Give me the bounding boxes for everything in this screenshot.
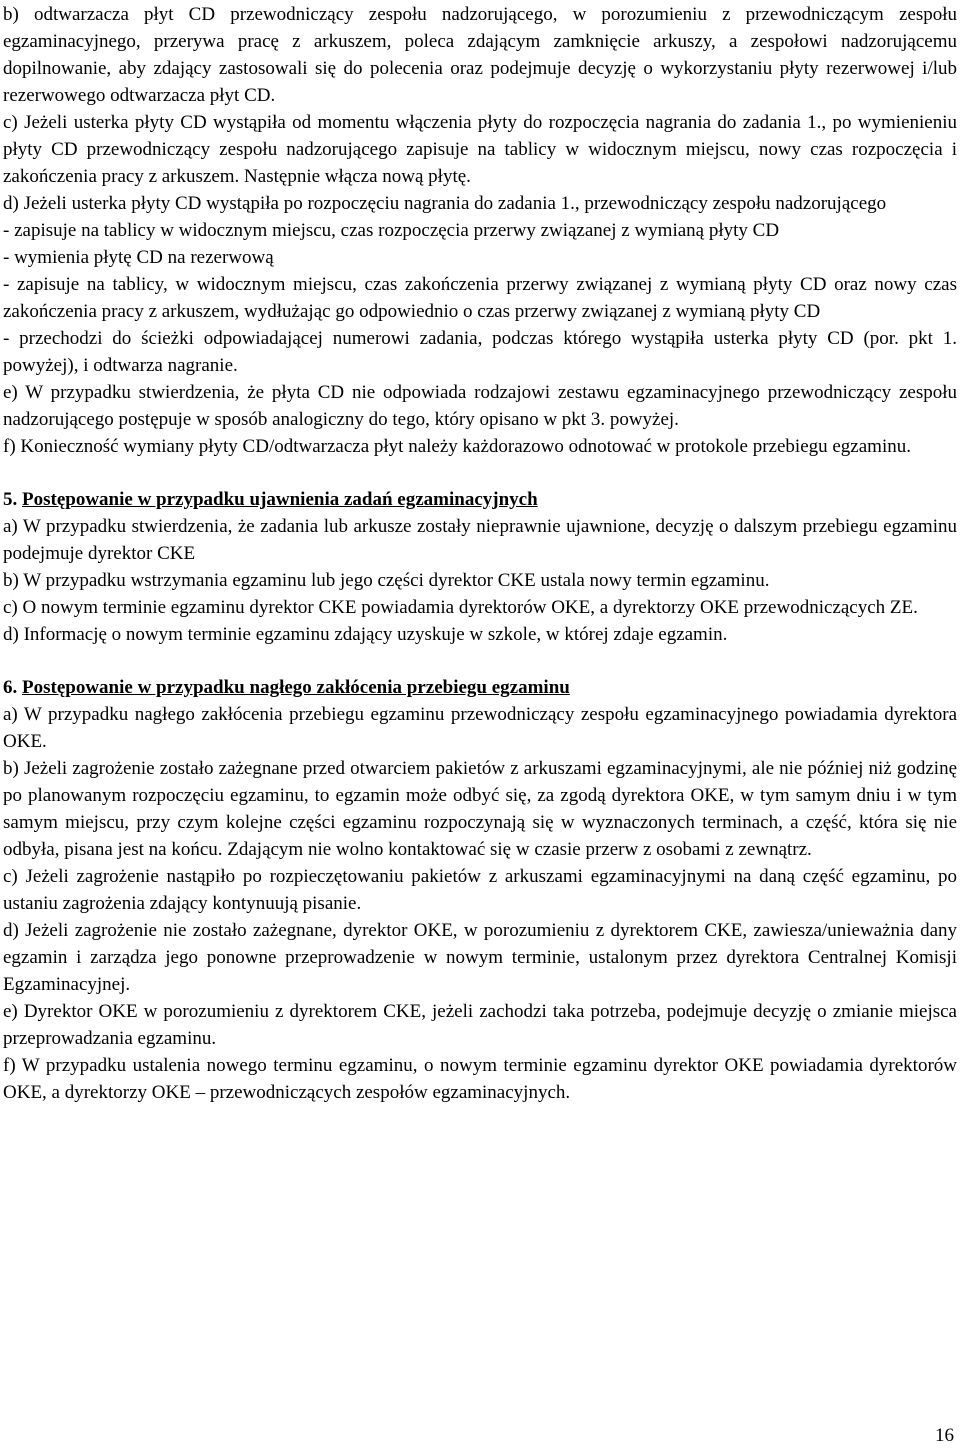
section-5-paragraph-a: a) W przypadku stwierdzenia, że zadania lub arkusze zostały nieprawnie ujawnione, decyzję o dalszym przebiegu egzaminu podejmuje dyrektor CKE	[3, 516, 957, 564]
page-number: 16	[935, 1425, 954, 1446]
section-6-paragraph-d: d) Jeżeli zagrożenie nie zostało zażegnane, dyrektor OKE, w porozumieniu z dyrektorem CKE, zawiesza/unieważnia dany egzamin i zarządza jego ponowne przeprowadzenie w nowym terminie, ustalonym przez dyrektora Centralnej Komisji Egzaminacyjnej.	[3, 920, 957, 995]
section-6-heading	[3, 674, 957, 701]
section-5-paragraph-b: b) W przypadku wstrzymania egzaminu lub jego części dyrektor CKE ustala nowy termin egzaminu.	[3, 570, 770, 591]
section-6-paragraph-c: c) Jeżeli zagrożenie nastąpiło po rozpieczętowaniu pakietów z arkuszami egzaminacyjnymi na daną część egzaminu, po ustaniu zagrożenia zdający kontynuują pisanie.	[3, 866, 957, 914]
section-6-paragraph-e: e) Dyrektor OKE w porozumieniu z dyrektorem CKE, jeżeli zachodzi taka potrzeba, podejmuje decyzję o zmianie miejsca przeprowadzania egzaminu.	[3, 1001, 957, 1049]
paragraph-d-cd-fault-after: d) Jeżeli usterka płyty CD wystąpiła po rozpoczęciu nagrania do zadania 1., przewodniczący zespołu nadzorującego	[3, 193, 887, 214]
section-6-paragraph-b: b) Jeżeli zagrożenie zostało zażegnane przed otwarciem pakietów z arkuszami egzaminacyjnymi, ale nie później niż godzinę po planowanym rozpoczęciu egzaminu, to egzamin może odbyć się, za zgodą dyrektora OKE, w tym samym dniu i w tym samym miejscu, przy czym kolejne części egzaminu rozpoczynają się w wyznaczonych terminach, a część, która się nie odbyła, pisana jest na końcu. Zdającym nie wolno kontaktować się w czasie przerw z osobami z zewnątrz.	[3, 758, 957, 860]
document-page	[3, 0, 957, 1106]
section-spacer	[3, 460, 957, 486]
list-item-record-break-start: - zapisuje na tablicy w widocznym miejscu, czas rozpoczęcia przerwy związanej z wymianą płyty CD	[3, 220, 780, 241]
paragraph-f-record-in-protocol: f) Konieczność wymiany płyty CD/odtwarzacza płyt należy każdorazowo odnotować w protokole przebiegu egzaminu.	[3, 436, 911, 457]
list-item-resume-track: - przechodzi do ścieżki odpowiadającej numerowi zadania, podczas którego wystąpiła usterka płyty CD (por. pkt 1. powyżej), i odtwarza nagranie.	[3, 328, 957, 376]
paragraph-c-cd-fault-before: c) Jeżeli usterka płyty CD wystąpiła od momentu włączenia płyty do rozpoczęcia nagrania do zadania 1., po wymienieniu płyty CD przewodniczący zespołu nadzorującego zapisuje na tablicy w widocznym miejscu, nowy czas rozpoczęcia i zakończenia pracy z arkuszem. Następnie włącza nową płytę.	[3, 112, 957, 187]
section-6-title: Postępowanie w przypadku nagłego zakłócenia przebiegu egzaminu	[22, 677, 570, 698]
paragraph-e-wrong-cd: e) W przypadku stwierdzenia, że płyta CD nie odpowiada rodzajowi zestawu egzaminacyjnego przewodniczący zespołu nadzorującego postępuje w sposób analogiczny do tego, który opisano w pkt 3. powyżej.	[3, 382, 957, 430]
section-5-heading	[3, 486, 957, 513]
section-5-number: 5.	[3, 489, 18, 510]
section-6-paragraph-f: f) W przypadku ustalenia nowego terminu egzaminu, o nowym terminie egzaminu dyrektor OKE powiadamia dyrektorów OKE, a dyrektorzy OKE – przewodniczących zespołów egzaminacyjnych.	[3, 1055, 957, 1103]
section-5-title: Postępowanie w przypadku ujawnienia zadań egzaminacyjnych	[22, 489, 538, 510]
section-5-paragraph-d: d) Informację o nowym terminie egzaminu zdający uzyskuje w szkole, w której zdaje egzamin.	[3, 624, 728, 645]
section-spacer	[3, 648, 957, 674]
section-5-paragraph-c: c) O nowym terminie egzaminu dyrektor CKE powiadamia dyrektorów OKE, a dyrektorzy OKE przewodniczących ZE.	[3, 597, 918, 618]
list-item-record-break-end: - zapisuje na tablicy, w widocznym miejscu, czas zakończenia przerwy związanej z wymianą płyty CD oraz nowy czas zakończenia pracy z arkuszem, wydłużając go odpowiednio o czas przerwy związanej z wymianą płyty CD	[3, 274, 957, 322]
paragraph-b-cd-player: b) odtwarzacza płyt CD przewodniczący zespołu nadzorującego, w porozumieniu z przewodniczącym zespołu egzaminacyjnego, przerywa pracę z arkuszem, poleca zdającym zamknięcie arkuszy, a zespołowi nadzorującemu dopilnowanie, aby zdający zastosowali się do polecenia oraz podejmuje decyzję o wykorzystaniu płyty rezerwowej i/lub rezerwowego odtwarzacza płyt CD.	[3, 4, 957, 106]
section-6-number: 6.	[3, 677, 18, 698]
list-item-replace-cd: - wymienia płytę CD na rezerwową	[3, 247, 274, 268]
section-6-paragraph-a: a) W przypadku nagłego zakłócenia przebiegu egzaminu przewodniczący zespołu egzaminacyjnego powiadamia dyrektora OKE.	[3, 704, 957, 752]
